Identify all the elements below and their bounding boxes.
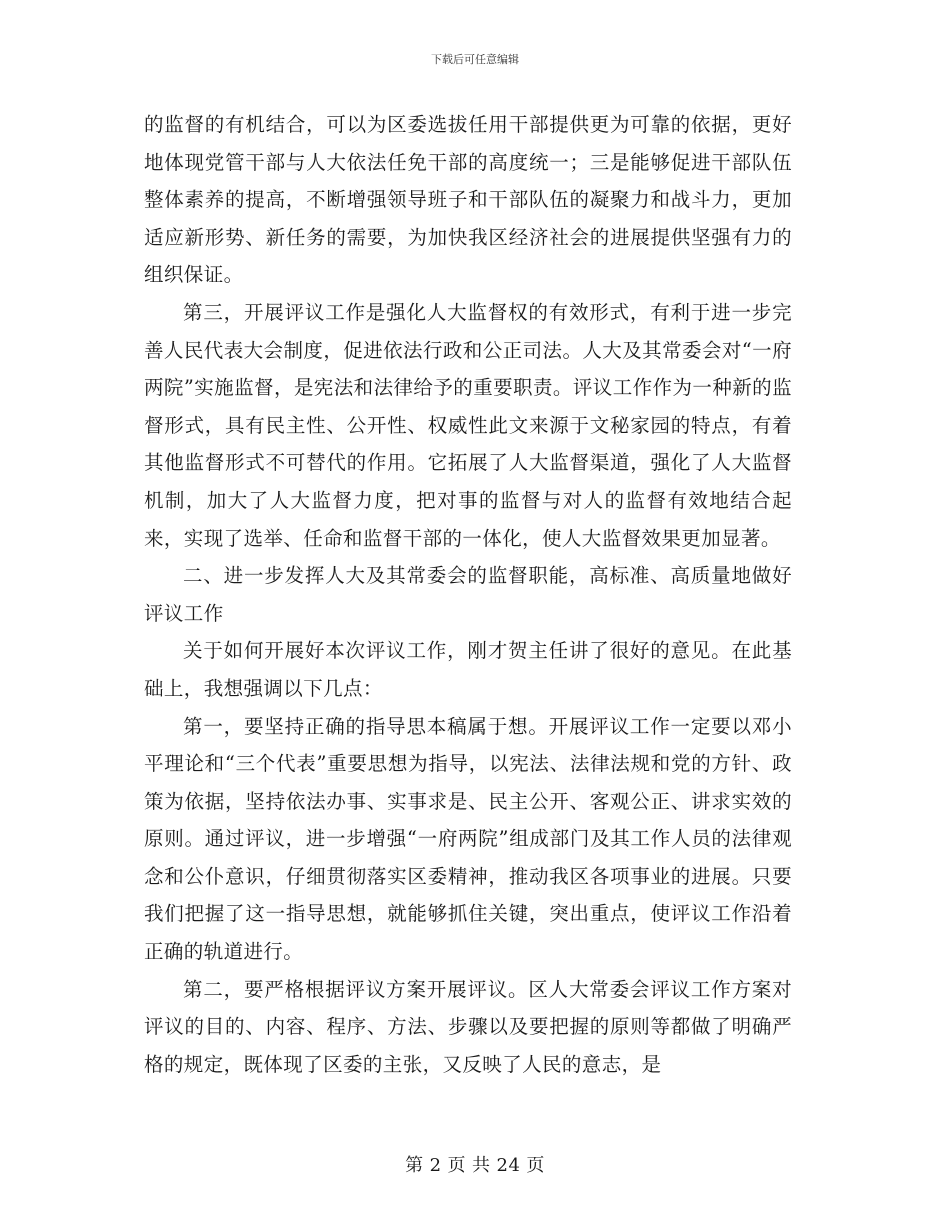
footer-suffix: 页 bbox=[526, 1155, 545, 1176]
document-body bbox=[144, 106, 792, 1083]
page-header: 下载后可任意编辑 bbox=[431, 53, 519, 66]
footer-total-word: 共 bbox=[472, 1155, 491, 1176]
paragraph: 关于如何开展好本次评议工作，刚才贺主任讲了很好的意见。在此基础上，我想强调以下几点： bbox=[144, 639, 792, 700]
total-page-count: 24 bbox=[496, 1155, 521, 1176]
footer-page-word: 页 bbox=[447, 1155, 467, 1176]
paragraph: 第三，开展评议工作是强化人大监督权的有效形式，有利于进一步完善人民代表大会制度，促进依法行政和公正司法。人大及其常委会对“一府两院”实施监督，是宪法和法律给予的重要职责。评议工作作为一种新的监督形式，具有民主性、公开性、权威性此文来源于文秘家园的特点，有着其他监督形式不可替代的作用。它拓展了人大监督渠道，强化了人大监督机制，加大了人大监督力度，把对事的监督与对人的监督有效地结合起来，实现了选举、任命和监督干部的一体化，使人大监督效果更加显著。 bbox=[144, 300, 792, 550]
current-page-number: 2 bbox=[429, 1155, 442, 1176]
paragraph: 第一，要坚持正确的指导思本稿属于想。开展评议工作一定要以邓小平理论和“三个代表”重要思想为指导，以宪法、法律法规和党的方针、政策为依据，坚持依法办事、实事求是、民主公开、客观公正、讲求实效的原则。通过评议，进一步增强“一府两院”组成部门及其工作人员的法律观念和公仆意识，仔细贯彻落实区委精神，推动我区各项事业的进展。只要我们把握了这一指导思想，就能够抓住关键，突出重点，使评议工作沿着正确的轨道进行。 bbox=[144, 714, 792, 964]
paragraph: 的监督的有机结合，可以为区委选拔任用干部提供更为可靠的依据，更好地体现党管干部与人大依法任免干部的高度统一；三是能够促进干部队伍整体素养的提高，不断增强领导班子和干部队伍的凝聚力和战斗力，更加适应新形势、新任务的需要，为加快我区经济社会的进展提供坚强有力的组织保证。 bbox=[144, 113, 792, 287]
page-number-footer bbox=[0, 1155, 950, 1177]
section-heading: 二、进一步发挥人大及其常委会的监督职能，高标准、高质量地做好评议工作 bbox=[144, 564, 792, 625]
paragraph: 第二，要严格根据评议方案开展评议。区人大常委会评议工作方案对评议的目的、内容、程序、方法、步骤以及要把握的原则等都做了明确严格的规定，既体现了区委的主张，又反映了人民的意志，是 bbox=[144, 977, 792, 1076]
footer-prefix: 第 bbox=[405, 1155, 424, 1176]
